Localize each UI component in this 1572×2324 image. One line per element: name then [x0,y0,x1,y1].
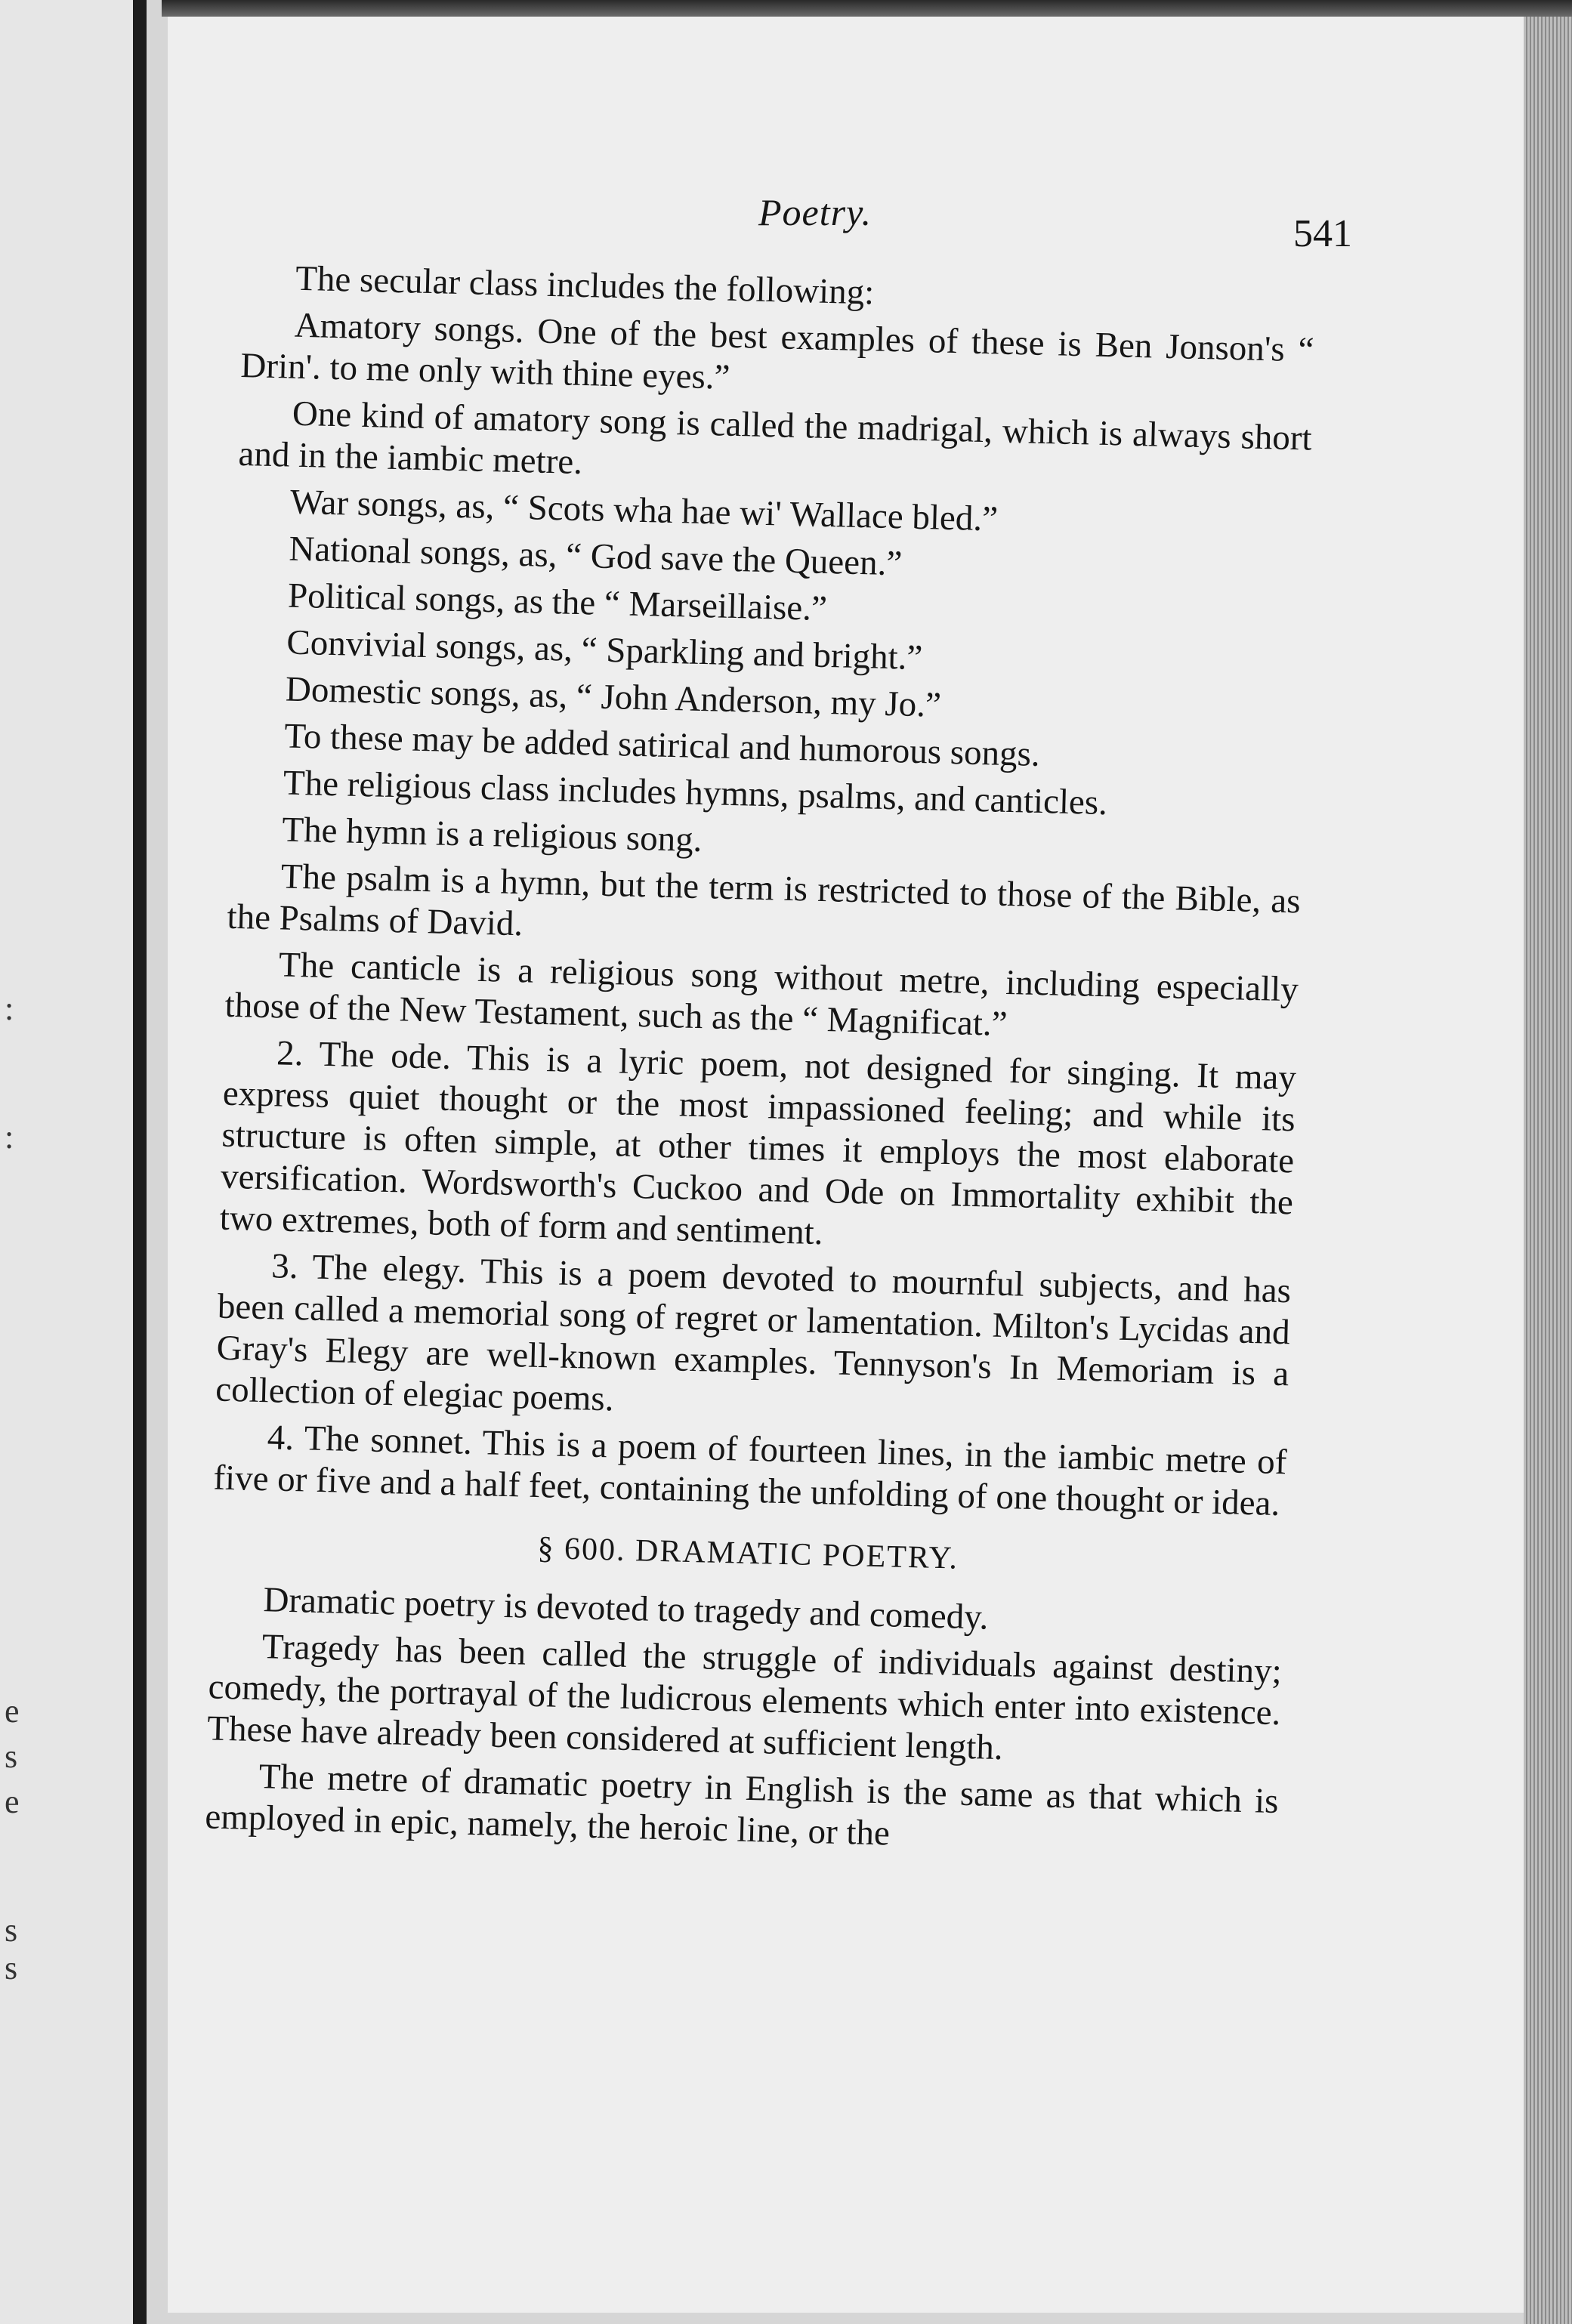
paragraph: 3. The elegy. This is a poem devoted to mournful subjects, and has been called a memorial song of regret or lamentation. Milton's Lycidas and Gray's Elegy are well-known examples. Tennyson's In Memoriam is a collection of elegiac poems. [215,1246,1292,1419]
running-head: Poetry. [758,191,872,233]
page-stack-edge [1524,17,1572,2324]
margin-mark: : [5,990,14,1027]
paragraph: One kind of amatory song is called the madrigal, which is always short and in the iambic metre. [237,394,1313,483]
body-text [205,257,1316,1869]
margin-marks [5,0,35,2324]
paragraph: Tragedy has been called the struggle of individuals against destiny; comedy, the portrayal of the ludicrous elements which enter into existence. These have already been considered at sufficient length. [206,1627,1283,1768]
paragraph: The canticle is a religious song without metre, including especially those of the New Testament, such as the “ Magnificat.” [224,945,1299,1045]
paragraph: The hymn is a religious song. [281,810,703,860]
paragraph: To these may be added satirical and humorous songs. [283,716,1041,774]
page-number: 541 [1293,212,1352,255]
paragraph-group-bottom [205,1578,1283,1864]
paragraph: Political songs, as the “ Marseillaise.” [287,576,828,629]
margin-mark: s [5,1912,18,1949]
paragraph: The religious class includes hymns, psalms, and canticles. [283,763,1108,823]
margin-mark: : [5,1119,14,1156]
paragraph-group-top [213,257,1316,1525]
paragraph: Amatory songs. One of the best examples of these is Ben Jonson's “ Drin'. to me only with thine eyes.” [239,305,1315,397]
paragraph: The metre of dramatic poetry in English is the same as that which is employed in epic, namely, the heroic line, or the [204,1757,1280,1853]
paragraph: The psalm is a hymn, but the term is restricted to those of the Bible, as the Psalms of David. [227,856,1302,944]
paragraph: The secular class includes the following: [295,258,875,313]
paragraph: Dramatic poetry is devoted to tragedy and comedy. [262,1580,990,1637]
page-top-edge [162,0,1572,17]
paragraph: National songs, as, “ God save the Queen.” [288,529,903,584]
margin-mark: e [5,1693,20,1730]
paragraph: Convivial songs, as, “ Sparkling and bright.” [286,622,923,678]
paragraph: 4. The sonnet. This is a poem of fourteen lines, in the iambic metre of five or five and a half feet, containing the unfolding of one thought or idea. [212,1418,1288,1524]
paragraph: War songs, as, “ Scots wha hae wi' Wallace bled.” [289,482,999,539]
section-heading: § 600. DRAMATIC POETRY. [537,1531,959,1576]
paragraph: 2. The ode. This is a lyric poem, not designed for singing. It may express quiet thought or the most impassioned feeling; and while its structure is often simple, at other times it employs the most elaborate versification. Wordsworth's Cuckoo and Ode on Immortality exhibit the two extremes, both of form and sentiment. [219,1033,1297,1253]
margin-mark: s [5,1738,18,1775]
margin-mark: e [5,1783,20,1820]
paragraph: Domestic songs, as, “ John Anderson, my Jo.” [285,669,942,725]
margin-mark: s [5,1949,18,1986]
